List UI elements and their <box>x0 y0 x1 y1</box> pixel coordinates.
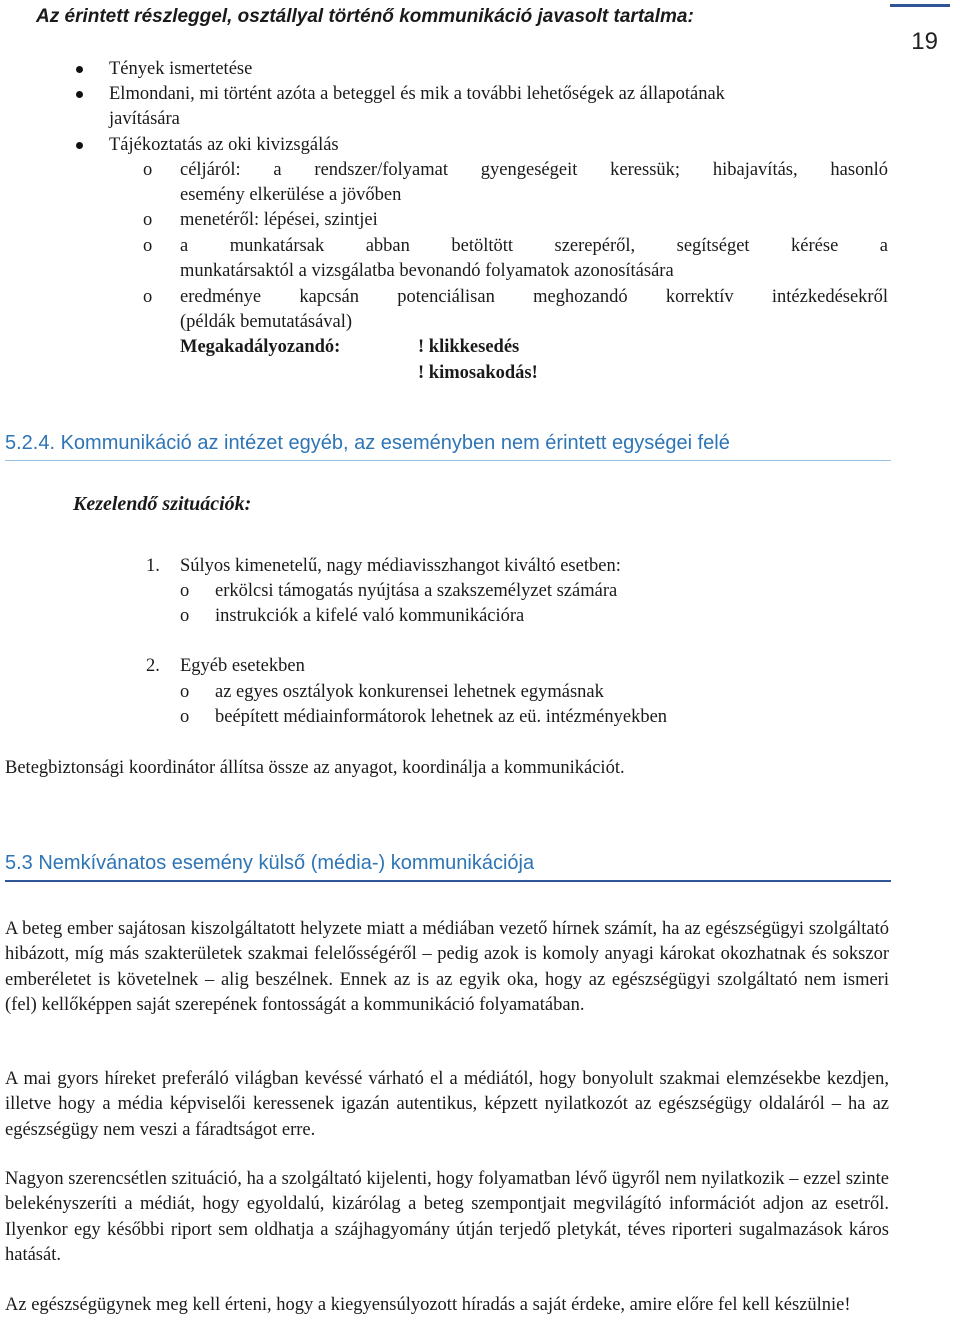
prevent-item: ! klikkesedés <box>418 337 520 357</box>
paragraph: Az egészségügynek meg kell érteni, hogy a kiegyensúlyozott híradás a saját érdeke, amire előre fel kell készülnie! <box>5 1295 851 1315</box>
sub-bullet-text: menetéről: lépései, szintjei <box>180 210 378 230</box>
list-number: 2. <box>146 656 160 676</box>
sub-bullet-text: eredménye kapcsán potenciálisan meghozandó korrektív intézkedésekről <box>180 287 888 307</box>
sub-bullet-marker: o <box>143 210 153 230</box>
section-heading: 5.2.4. Kommunikáció az intézet egyéb, az eseményben nem érintett egységei felé <box>5 432 730 454</box>
closing-sentence: Betegbiztonsági koordinátor állítsa össze az anyagot, koordinálja a kommunikációt. <box>5 758 625 778</box>
section-heading-rule <box>5 880 891 882</box>
sub-bullet-marker: o <box>180 707 190 727</box>
subsection-heading: Kezelendő szituációk: <box>73 493 252 515</box>
sub-list-item: erkölcsi támogatás nyújtása a szakszemélyzet számára <box>215 581 618 601</box>
bullet-text-continued: javítására <box>109 109 180 129</box>
bullet-dot <box>76 91 83 98</box>
list-item: Egyéb esetekben <box>180 656 305 676</box>
page-number-rule <box>890 4 950 7</box>
paragraph: A beteg ember sajátosan kiszolgáltatott helyzete miatt a médiában vezető hírnek számít, ha az egészségügyi szolgáltató hibázott, míg más szakterületek szakmai felelősségéről – pedig azok is komoly anyagi károkat okozhatnak és sokszor emberéletet is követelnek – alig beszélnek. Ennek az is az egyik oka, hogy az egészségügyi szolgáltató nem ismeri (fel) kellőképpen saját szerepének fontosságát a kommunikáció folyamatában. <box>5 919 889 1016</box>
bullet-text: Tájékoztatás az oki kivizsgálás <box>109 135 339 155</box>
sub-bullet-text: céljáról: a rendszer/folyamat gyengeségeit keressük; hibajavítás, hasonló <box>180 160 888 180</box>
section-heading-rule <box>5 460 891 461</box>
sub-bullet-marker: o <box>143 236 153 256</box>
section-heading: 5.3 Nemkívánatos esemény külső (média-) kommunikációja <box>5 852 535 874</box>
bullet-text: Tények ismertetése <box>109 59 253 79</box>
sub-bullet-text-continued: (példák bemutatásával) <box>180 312 353 332</box>
sub-bullet-text: a munkatársak abban betöltött szerepéről, segítséget kérése a <box>180 236 888 256</box>
section-intro-heading: Az érintett részleggel, osztállyal történő kommunikáció javasolt tartalma: <box>36 6 694 27</box>
prevent-label: Megakadályozandó: <box>180 337 341 357</box>
sub-bullet-text-continued: munkatársaktól a vizsgálatba bevonandó folyamatok azonosítására <box>180 261 674 281</box>
paragraph: A mai gyors híreket preferáló világban kevéssé várható el a médiától, hogy bonyolult szakmai elemzésekbe kezdjen, illetve hogy a média képviselői keressenek igazán autentikus, képzett nyilatkozót az egészségügy oldaláról – ha az egészségügy nem veszi a fáradtságot erre. <box>5 1069 889 1140</box>
sub-bullet-text-continued: esemény elkerülése a jövőben <box>180 185 402 205</box>
paragraph: Nagyon szerencsétlen szituáció, ha a szolgáltató kijelenti, hogy folyamatban lévő ügyről nem nyilatkozik – ezzel szinte belekényszeríti a médiát, hogy egyoldalú, kizárólag a beteg szempontjait megvilágító információt adjon az esetről. Ilyenkor egy későbbi riport sem oldhatja a szájhagyomány útján terjedő pletykát, téves riporteri sugalmazások káros hatását. <box>5 1169 889 1266</box>
sub-bullet-marker: o <box>143 160 153 180</box>
page-number: 19 <box>911 28 938 55</box>
sub-bullet-marker: o <box>180 606 190 626</box>
bullet-dot <box>76 66 83 73</box>
sub-bullet-marker: o <box>180 682 190 702</box>
sub-list-item: az egyes osztályok konkurensei lehetnek egymásnak <box>215 682 604 702</box>
bullet-text: Elmondani, mi történt azóta a beteggel és mik a további lehetőségek az állapotának <box>109 84 725 104</box>
sub-list-item: instrukciók a kifelé való kommunikációra <box>215 606 525 626</box>
sub-bullet-marker: o <box>143 287 153 307</box>
prevent-item: ! kimosakodás! <box>418 363 538 383</box>
bullet-dot <box>76 142 83 149</box>
sub-list-item: beépített médiainformátorok lehetnek az eü. intézményekben <box>215 707 668 727</box>
list-item: Súlyos kimenetelű, nagy médiavisszhangot kiváltó esetben: <box>180 556 621 576</box>
sub-bullet-marker: o <box>180 581 190 601</box>
list-number: 1. <box>146 556 160 576</box>
